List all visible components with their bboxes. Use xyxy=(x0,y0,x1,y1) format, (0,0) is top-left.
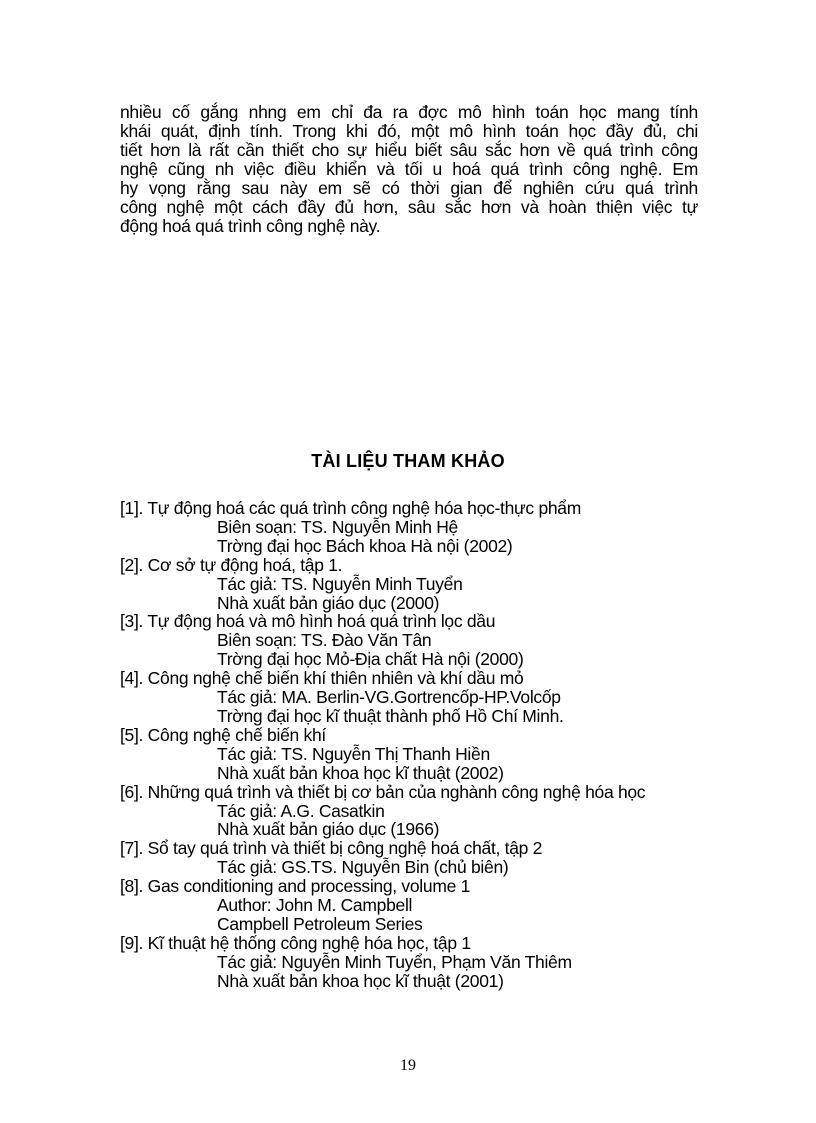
reference-item xyxy=(120,612,700,669)
intro-line: khái quát, định tính. Trong khi đó, một mô hình toán học đầy đủ, chi xyxy=(120,121,698,141)
intro-line: nghệ cũng nh việc điều khiển và tối u hoá quá trình công nghệ. Em xyxy=(120,159,698,179)
reference-title: [6]. Những quá trình và thiết bị cơ bản của nghành công nghệ hóa học xyxy=(120,781,646,802)
reference-item xyxy=(120,877,700,934)
references-heading: TÀI LIỆU THAM KHẢO xyxy=(311,451,505,471)
reference-author: Tác giả: Nguyễn Minh Tuyển, Phạm Văn Thiêm xyxy=(217,951,572,972)
reference-title: [5]. Công nghệ chế biến khí xyxy=(120,724,326,745)
reference-title: [3]. Tự động hoá và mô hình hoá quá trình lọc dầu xyxy=(120,611,496,632)
intro-line: nhiều cố gắng nhng em chỉ đa ra đợc mô hình toán học mang tính xyxy=(120,102,698,122)
reference-item xyxy=(120,934,700,991)
reference-publisher: Trờng đại học kĩ thuật thành phố Hồ Chí Minh. xyxy=(217,705,564,726)
intro-line: công nghệ một cách đầy đủ hơn, sâu sắc hơn và hoàn thiện việc tự xyxy=(120,197,698,217)
intro-paragraph xyxy=(120,103,698,236)
reference-author: Tác giả: GS.TS. Nguyễn Bin (chủ biên) xyxy=(217,857,509,878)
reference-publisher: Trờng đại học Mỏ-Địa chất Hà nội (2000) xyxy=(217,649,524,670)
reference-publisher: Nhà xuất bản giáo dục (1966) xyxy=(217,819,440,840)
reference-publisher: Campbell Petroleum Series xyxy=(217,913,423,934)
reference-author: Tác giả: MA. Berlin-VG.Gortrencốp-HP.Volcốp xyxy=(217,687,561,708)
reference-publisher: Trờng đại học Bách khoa Hà nội (2002) xyxy=(217,535,513,556)
reference-list xyxy=(120,499,700,991)
reference-item xyxy=(120,556,700,613)
reference-title: [9]. Kĩ thuật hệ thống công nghệ hóa học, tập 1 xyxy=(120,932,471,953)
reference-author: Author: John M. Campbell xyxy=(217,895,413,916)
reference-title: [1]. Tự động hoá các quá trình công nghệ hóa học-thực phẩm xyxy=(120,498,582,518)
reference-publisher: Nhà xuất bản khoa học kĩ thuật (2002) xyxy=(217,762,504,783)
reference-title: [8]. Gas conditioning and processing, volume 1 xyxy=(120,876,471,897)
reference-title: [4]. Công nghệ chế biến khí thiên nhiên và khí dầu mỏ xyxy=(120,668,524,689)
reference-editor: Biên soạn: TS. Nguyễn Minh Hệ xyxy=(217,516,458,537)
reference-author: Tác giả: TS. Nguyễn Minh Tuyển xyxy=(217,573,463,594)
page-number: 19 xyxy=(400,1057,416,1074)
reference-item xyxy=(120,499,700,556)
reference-item xyxy=(120,669,700,726)
intro-line: hy vọng rằng sau này em sẽ có thời gian để nghiên cứu quá trình xyxy=(120,178,698,198)
reference-title: [2]. Cơ sở tự động hoá, tập 1. xyxy=(120,554,343,575)
reference-publisher: Nhà xuất bản giáo dục (2000) xyxy=(217,592,440,613)
reference-item xyxy=(120,783,700,840)
reference-publisher: Nhà xuất bản khoa học kĩ thuật (2001) xyxy=(217,970,504,991)
reference-author: Tác giả: TS. Nguyễn Thị Thanh Hiền xyxy=(217,743,490,764)
reference-editor: Biên soạn: TS. Đào Văn Tân xyxy=(217,630,432,651)
intro-line: tiết hơn là rất cần thiết cho sự hiểu biết sâu sắc hơn về quá trình công xyxy=(120,140,698,160)
reference-item xyxy=(120,839,700,877)
intro-line: động hoá quá trình công nghệ này. xyxy=(120,216,381,236)
reference-title: [7]. Sổ tay quá trình và thiết bị công nghệ hoá chất, tập 2 xyxy=(120,838,543,859)
reference-author: Tác giả: A.G. Casatkin xyxy=(217,800,385,821)
reference-item xyxy=(120,726,700,783)
